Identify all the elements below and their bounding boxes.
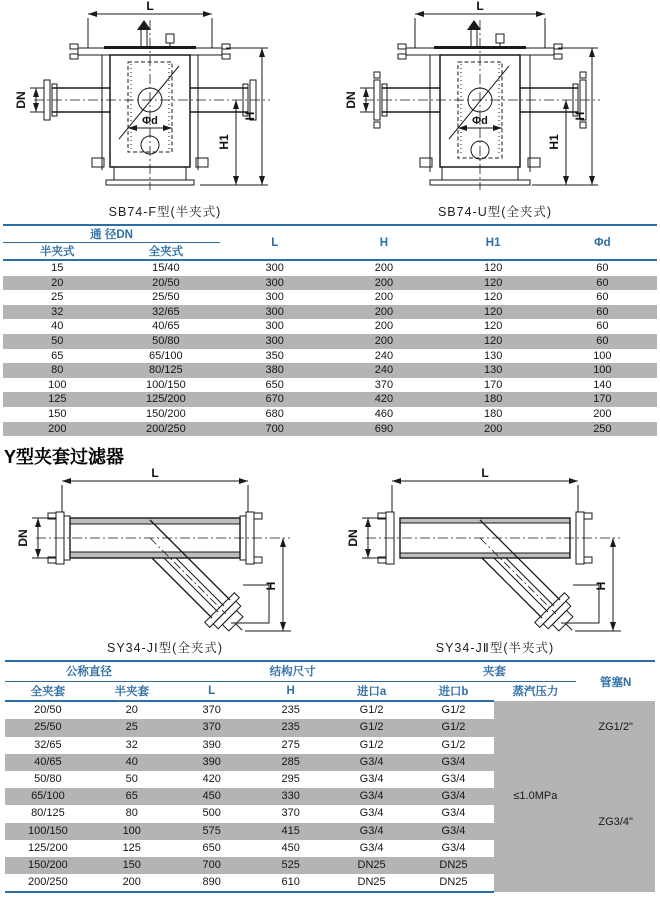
dim-L-label: L [146, 0, 154, 13]
sy34-dimension-table [5, 660, 655, 893]
col-group-nominal-diameter: 公称直径 [5, 661, 173, 681]
table-row [3, 378, 657, 393]
table-cell: 130 [483, 349, 503, 362]
col-steam-pressure: 蒸汽压力 [512, 686, 559, 699]
dim-DN-label: DN [14, 91, 28, 109]
table-cell: 15 [51, 262, 64, 274]
col-inlet-a: 进口a [331, 681, 413, 701]
table-cell: 40/65 [34, 755, 62, 768]
table-cell: 200 [374, 320, 394, 333]
table-row [3, 407, 657, 422]
table-cell: 200 [483, 422, 503, 435]
table-cell: 40 [51, 320, 64, 333]
table-cell: 200 [374, 262, 394, 274]
dim-H-label: H [594, 581, 608, 591]
table-row [3, 363, 657, 378]
table-cell: 390 [202, 738, 221, 751]
sy34-j1-drawing [0, 468, 330, 640]
col-group-jacket: 夹套 [413, 661, 577, 681]
table-cell: 295 [281, 772, 300, 785]
table-cell: 250 [593, 422, 612, 435]
table-cell: 50/80 [152, 334, 180, 347]
table-cell: 50 [125, 772, 138, 785]
table-cell: 80 [125, 807, 138, 820]
col-full-clamp: 全夹式 [148, 246, 184, 258]
table-cell: 150 [122, 858, 141, 871]
table-cell: 25 [51, 291, 64, 304]
table-cell: G3/4 [359, 807, 384, 820]
sy34-j2-figure [330, 468, 660, 656]
table-cell: 300 [265, 320, 284, 333]
dim-DN-label: DN [344, 91, 358, 109]
table-row [3, 392, 657, 407]
col-H1: H1 [485, 236, 501, 249]
table-row [3, 260, 657, 276]
table-cell: 100 [593, 364, 612, 377]
col-H: H [251, 681, 331, 701]
table-cell: 200/250 [145, 422, 186, 435]
table-cell: G1/2 [359, 738, 384, 751]
table-cell: G3/4 [359, 841, 384, 854]
table-cell: 120 [483, 334, 503, 347]
table-cell: G3/4 [441, 755, 466, 768]
table-cell: 32/65 [34, 738, 62, 751]
table-cell: 65 [125, 790, 138, 803]
table-cell: 50/80 [34, 772, 62, 785]
table-cell: G3/4 [441, 824, 466, 837]
table-cell: 370 [374, 378, 394, 391]
table-cell: 650 [202, 841, 221, 854]
table-row [3, 349, 657, 364]
table-cell: 80 [51, 364, 64, 377]
table-cell: 300 [265, 291, 284, 304]
dim-H-label: H [264, 581, 278, 591]
table-cell: 240 [374, 349, 394, 362]
table-cell: G3/4 [359, 772, 384, 785]
dim-H1-label: H1 [217, 134, 231, 150]
table-cell: 390 [202, 755, 221, 768]
table-cell: 680 [265, 407, 284, 420]
table-cell: 610 [251, 874, 331, 892]
table-cell: 20/50 [152, 276, 180, 289]
table-cell: 32 [125, 738, 138, 751]
table-cell: 130 [483, 364, 503, 377]
table-cell: 890 [173, 874, 251, 892]
table-cell: 65/100 [149, 349, 183, 362]
dim-DN-label: DN [16, 529, 30, 547]
col-H: H [379, 236, 389, 249]
table-cell: 120 [483, 262, 503, 274]
table-cell: 32 [51, 305, 64, 318]
table-row [3, 319, 657, 334]
table-cell: 120 [483, 320, 503, 333]
table-cell: G3/4 [441, 841, 466, 854]
table-cell: G3/4 [441, 790, 466, 803]
dim-DN-label: DN [346, 529, 360, 547]
section-heading-y-type: Y型夹套过滤器 [4, 447, 125, 468]
table-cell: G3/4 [441, 807, 466, 820]
table-cell: 200 [593, 407, 612, 420]
col-group-dn: 通 径DN [3, 225, 220, 243]
table-row [5, 701, 655, 719]
col-group-structure-dims: 结构尺寸 [173, 661, 413, 681]
table-cell: 300 [265, 262, 284, 274]
table-cell: 20 [125, 704, 138, 717]
dim-phid-label: Φd [472, 115, 488, 127]
table-cell: 125 [122, 841, 141, 854]
table-cell: 380 [265, 364, 284, 377]
table-cell: 650 [265, 378, 284, 391]
table-cell: G3/4 [359, 824, 384, 837]
sy34-j2-drawing [330, 468, 660, 640]
table-cell: 40 [125, 755, 138, 768]
table-cell: 140 [593, 378, 612, 391]
table-cell: 450 [281, 841, 300, 854]
col-L: L [271, 236, 279, 249]
table-cell: 120 [483, 305, 503, 318]
table-cell: 125/200 [28, 841, 68, 854]
table-cell: 32/65 [152, 305, 180, 318]
table-cell: 65 [51, 349, 64, 362]
table-cell: 60 [596, 320, 609, 333]
table-cell: 20 [51, 276, 64, 289]
table-cell: G1/2 [441, 738, 466, 751]
table-cell: DN25 [413, 874, 495, 892]
table1-header-row-1 [3, 225, 657, 243]
table-cell: 80/125 [31, 807, 65, 820]
table-cell: 275 [281, 738, 300, 751]
table-cell: 240 [374, 364, 394, 377]
table2-header-row-1 [5, 661, 655, 681]
table-cell: 370 [202, 721, 221, 734]
table-cell: 25/50 [152, 291, 180, 304]
table-cell: 100/150 [145, 378, 186, 391]
table-cell: 170 [483, 378, 503, 391]
table-cell: 125/200 [145, 393, 186, 406]
table-cell: 60 [596, 276, 609, 289]
table-cell: 25/50 [34, 721, 62, 734]
table-row [3, 422, 657, 437]
table-cell: 420 [202, 772, 221, 785]
steam-pressure-cell: ≤1.0MPa [494, 701, 576, 892]
dim-L-label: L [476, 0, 484, 13]
table-cell: 525 [281, 858, 300, 871]
drawing-caption-sb74-u: SB74-U型(全夹式) [437, 205, 553, 219]
table-cell: 125 [48, 393, 67, 406]
col-inlet-b: 进口b [413, 681, 495, 701]
table-cell: 460 [374, 407, 394, 420]
sb74-f-drawing [0, 0, 330, 204]
table-cell: 200 [374, 276, 394, 289]
dim-phid-label: Φd [142, 115, 158, 127]
table-cell: 350 [265, 349, 284, 362]
table-cell: 60 [596, 334, 609, 347]
sb74-dimension-table [3, 224, 657, 436]
table-cell: 40/65 [152, 320, 180, 333]
table-cell: 235 [281, 704, 300, 717]
table-cell: DN25 [331, 874, 413, 892]
col-phid: Φd [594, 236, 611, 249]
dim-L-label: L [481, 468, 489, 481]
table-cell: 300 [265, 305, 284, 318]
dim-H1-label: H1 [547, 134, 561, 150]
table-cell: 200 [91, 874, 173, 892]
table2-header-row-2 [5, 681, 655, 701]
table-cell: 150/200 [145, 407, 186, 420]
table-cell: 60 [596, 291, 609, 304]
pipe-plug-cell: ZG3/4" [576, 754, 655, 893]
table-cell: 50 [51, 334, 64, 347]
drawing-caption-sy34-j2: SY34-JⅡ型(半夹式) [435, 641, 555, 656]
col-half-jacket: 半夹套 [91, 681, 173, 701]
col-L: L [173, 681, 251, 701]
table-cell: 575 [202, 824, 221, 837]
table-cell: 65/100 [31, 790, 65, 803]
table-cell: 60 [596, 305, 609, 318]
table-cell: 100/150 [28, 824, 68, 837]
table-cell: 200/250 [5, 874, 91, 892]
table-cell: 80/125 [149, 364, 183, 377]
sy34-drawings-row [0, 468, 660, 656]
table-cell: 700 [202, 858, 221, 871]
dim-H-label: H [243, 111, 257, 121]
table-cell: 170 [593, 393, 612, 406]
table-cell: G1/2 [359, 721, 384, 734]
table-cell: G1/2 [441, 704, 466, 717]
sb74-f-figure [0, 0, 330, 220]
table-cell: 150/200 [28, 858, 68, 871]
table-cell: 420 [374, 393, 394, 406]
table-cell: 150 [48, 407, 67, 420]
table-cell: 670 [265, 393, 284, 406]
table-cell: 25 [125, 721, 138, 734]
table-cell: 700 [265, 422, 284, 435]
table-cell: 100 [593, 349, 612, 362]
table-cell: 330 [281, 790, 300, 803]
table-cell: DN25 [439, 858, 468, 871]
table-cell: 120 [483, 276, 503, 289]
table-row [3, 290, 657, 305]
table-cell: 690 [374, 422, 394, 435]
table-cell: 100 [48, 378, 67, 391]
table-cell: G3/4 [359, 755, 384, 768]
table-cell: DN25 [357, 858, 386, 871]
table-cell: 200 [374, 334, 394, 347]
table1-body [3, 260, 657, 436]
table-cell: 15/40 [152, 262, 180, 274]
table-cell: 300 [265, 276, 284, 289]
table-row [3, 276, 657, 291]
table-cell: 235 [281, 721, 300, 734]
table-cell: 300 [265, 334, 284, 347]
table-cell: 500 [202, 807, 221, 820]
col-half-clamp: 半夹式 [40, 246, 75, 258]
table-cell: 200 [48, 422, 67, 435]
sb74-u-drawing [330, 0, 660, 204]
table-cell: 200 [374, 291, 394, 304]
table-cell: 180 [483, 407, 503, 420]
table-cell: 200 [374, 305, 394, 318]
table-cell: 20/50 [34, 704, 62, 717]
col-pipe-plug: 管塞N [599, 676, 632, 689]
table-row [3, 334, 657, 349]
table-cell: 60 [596, 262, 609, 274]
dim-L-label: L [151, 468, 159, 481]
drawing-caption-sb74-f: SB74-F型(半夹式) [108, 205, 222, 219]
table-cell: 415 [281, 824, 300, 837]
table-cell: 450 [202, 790, 221, 803]
pipe-plug-cell: ZG1/2" [576, 701, 655, 754]
table-cell: G3/4 [441, 772, 466, 785]
col-full-jacket: 全夹套 [5, 681, 91, 701]
table-cell: 100 [122, 824, 141, 837]
table-cell: G3/4 [359, 790, 384, 803]
sb74-u-figure [330, 0, 660, 220]
table-cell: G1/2 [441, 721, 466, 734]
sy34-j1-figure [0, 468, 330, 656]
drawing-caption-sy34-j1: SY34-JⅠ型(全夹式) [106, 641, 223, 656]
table-cell: 120 [483, 291, 503, 304]
table-cell: 180 [483, 393, 503, 406]
table-cell: G1/2 [359, 704, 384, 717]
table2-body [5, 701, 655, 892]
sb74-drawings-row [0, 0, 660, 220]
table-row [3, 305, 657, 320]
table-cell: 285 [281, 755, 300, 768]
table-cell: 370 [202, 704, 221, 717]
dim-H-label: H [573, 111, 587, 121]
table-cell: 370 [281, 807, 300, 820]
